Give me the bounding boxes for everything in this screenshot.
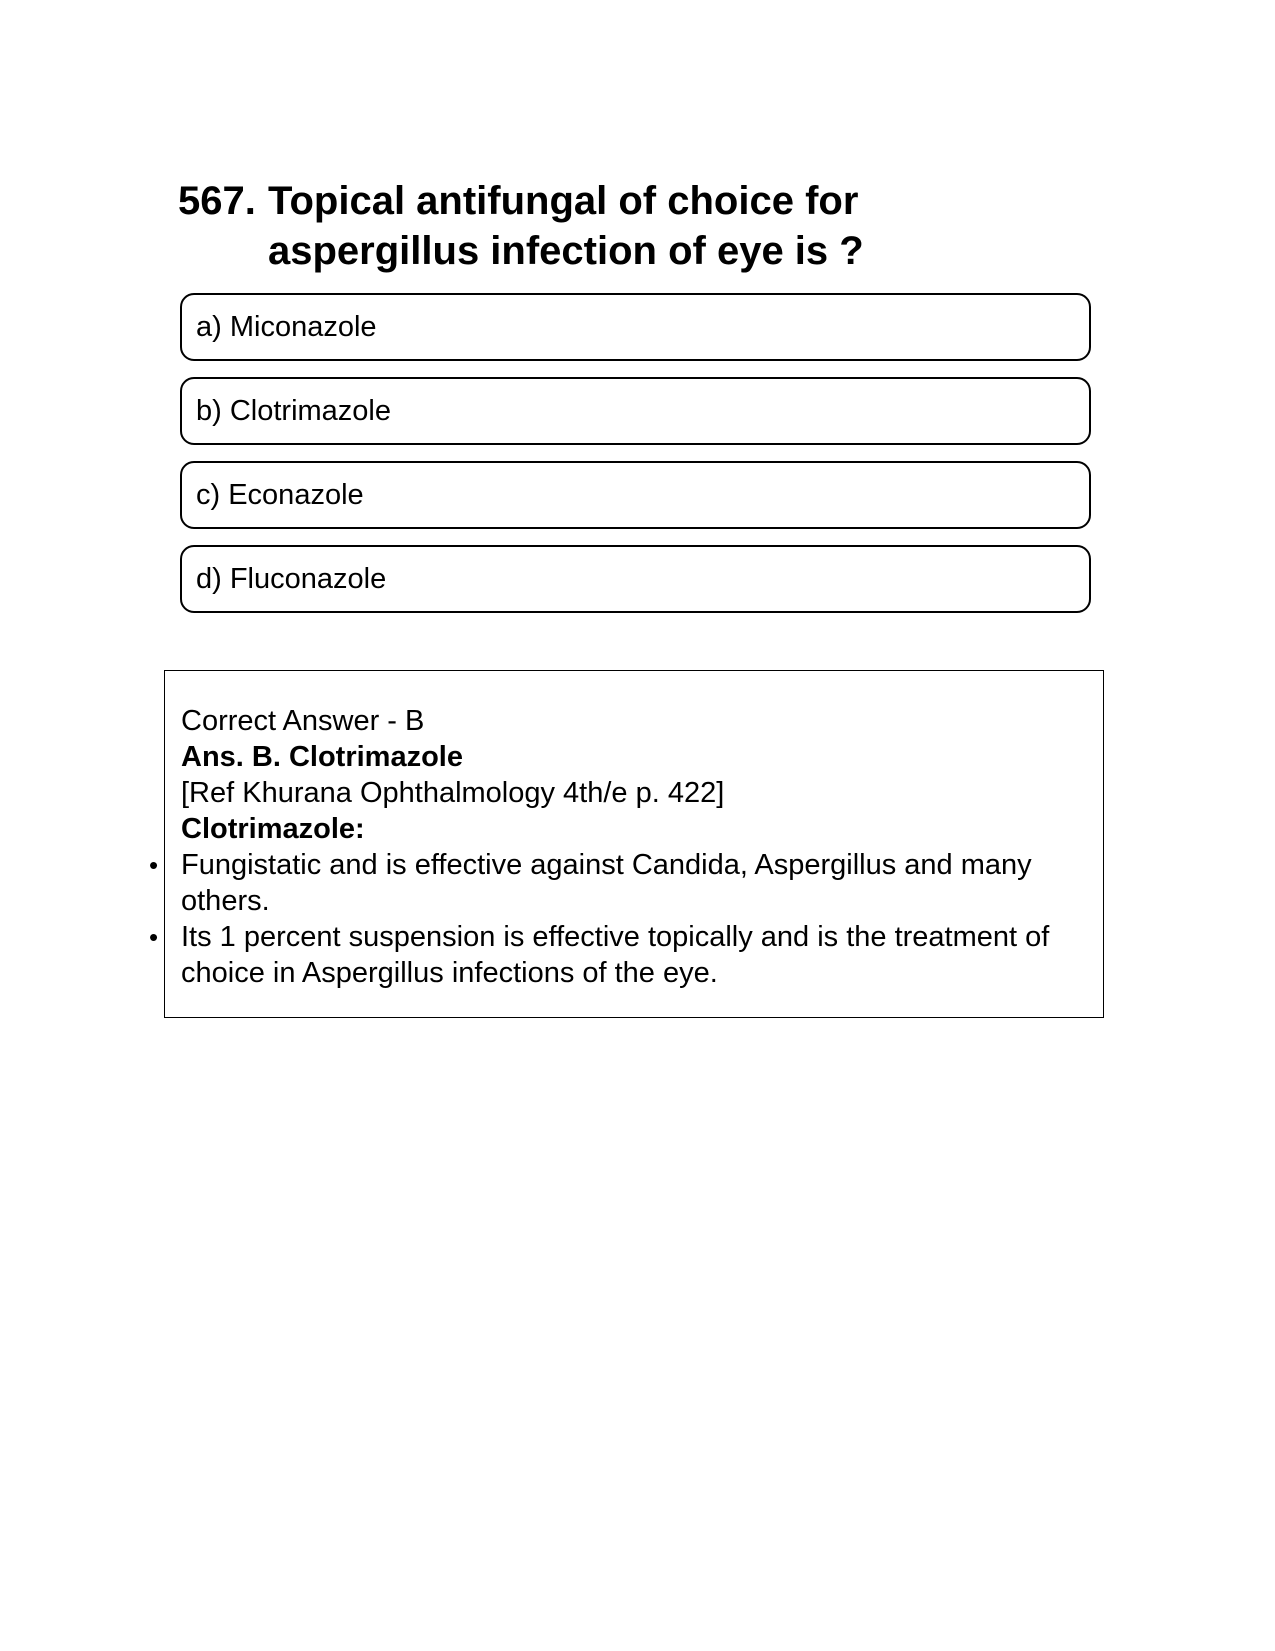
option-c-label: c) Econazole (196, 478, 364, 511)
bullet-item (149, 847, 1089, 919)
option-d[interactable] (180, 545, 1091, 613)
bullet-icon: • (149, 850, 159, 880)
option-b[interactable] (180, 377, 1091, 445)
explanation-subheading: Clotrimazole: (181, 813, 365, 845)
question-heading (178, 176, 938, 276)
bullet-icon: • (149, 922, 159, 952)
answer-explanation-box (149, 670, 1104, 1018)
bullet-text: Its 1 percent suspension is effective topically and is the treatment of choice in Aspergillus infections of the eye. (181, 921, 1050, 989)
bullet-text: Fungistatic and is effective against Candida, Aspergillus and many others. (181, 849, 1032, 917)
option-d-label: d) Fluconazole (196, 562, 387, 595)
explanation-bullets (149, 847, 1089, 991)
option-c[interactable] (180, 461, 1091, 529)
reference-line: [Ref Khurana Ophthalmology 4th/e p. 422] (181, 777, 725, 809)
options-list (180, 293, 1091, 629)
correct-answer-line: Correct Answer - B (181, 705, 425, 737)
question-number: 567. (178, 179, 256, 223)
option-b-label: b) Clotrimazole (196, 394, 391, 427)
option-a-label: a) Miconazole (196, 310, 377, 343)
question-text: Topical antifungal of choice for aspergillus infection of eye is ? (268, 179, 864, 273)
option-a[interactable] (180, 293, 1091, 361)
answer-title: Ans. B. Clotrimazole (181, 741, 463, 773)
bullet-item (149, 919, 1089, 991)
